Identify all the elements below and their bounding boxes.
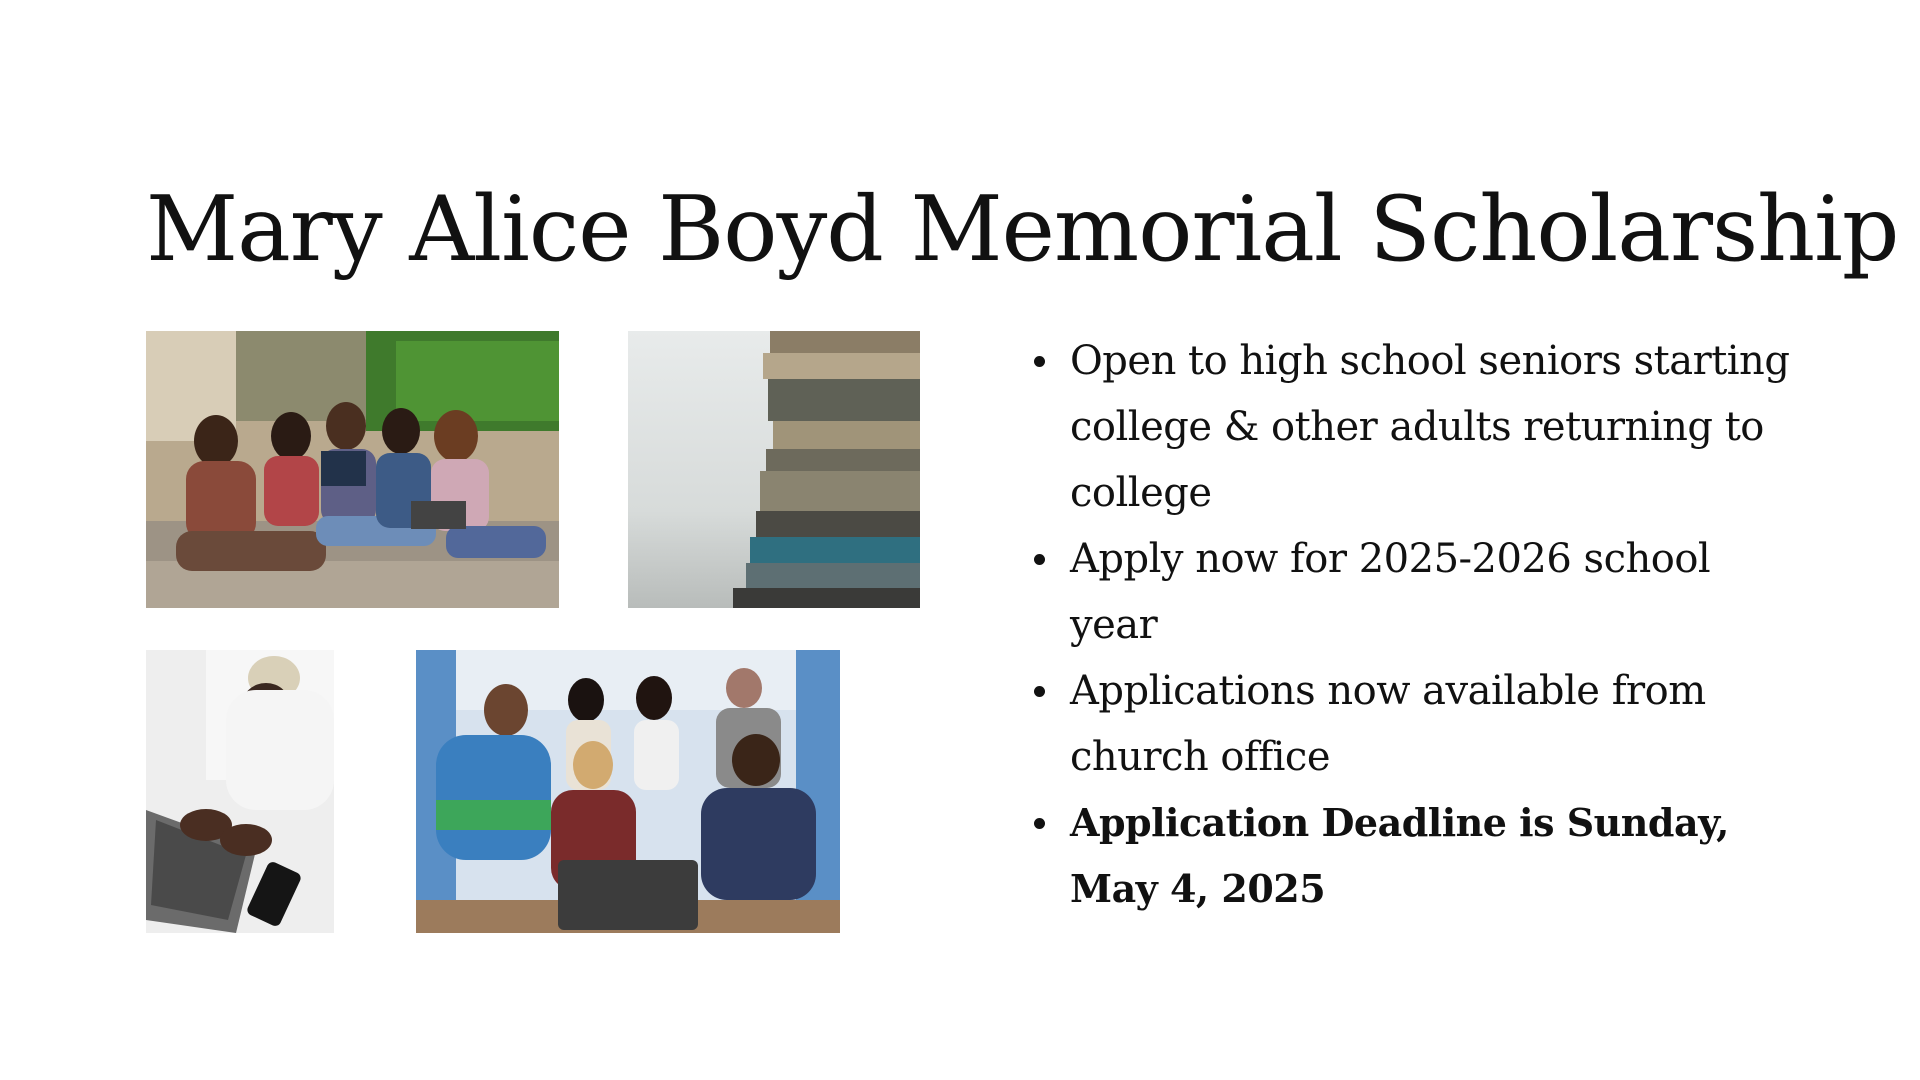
bullet-availability: Applications now available from church office xyxy=(1030,658,1790,790)
stack-of-books-photo xyxy=(628,331,920,608)
slide-title: Mary Alice Boyd Memorial Scholarship xyxy=(146,177,1899,282)
bullet-school-year: Apply now for 2025-2026 school year xyxy=(1030,526,1790,658)
group-at-laptop-photo xyxy=(416,650,840,933)
laptop-typing-photo xyxy=(146,650,334,933)
bullet-eligibility: Open to high school seniors starting college & other adults returning to college xyxy=(1030,328,1790,526)
students-on-steps-photo xyxy=(146,331,559,608)
info-bullet-list xyxy=(1030,328,1790,922)
bullet-deadline: Application Deadline is Sunday, May 4, 2025 xyxy=(1030,790,1790,922)
